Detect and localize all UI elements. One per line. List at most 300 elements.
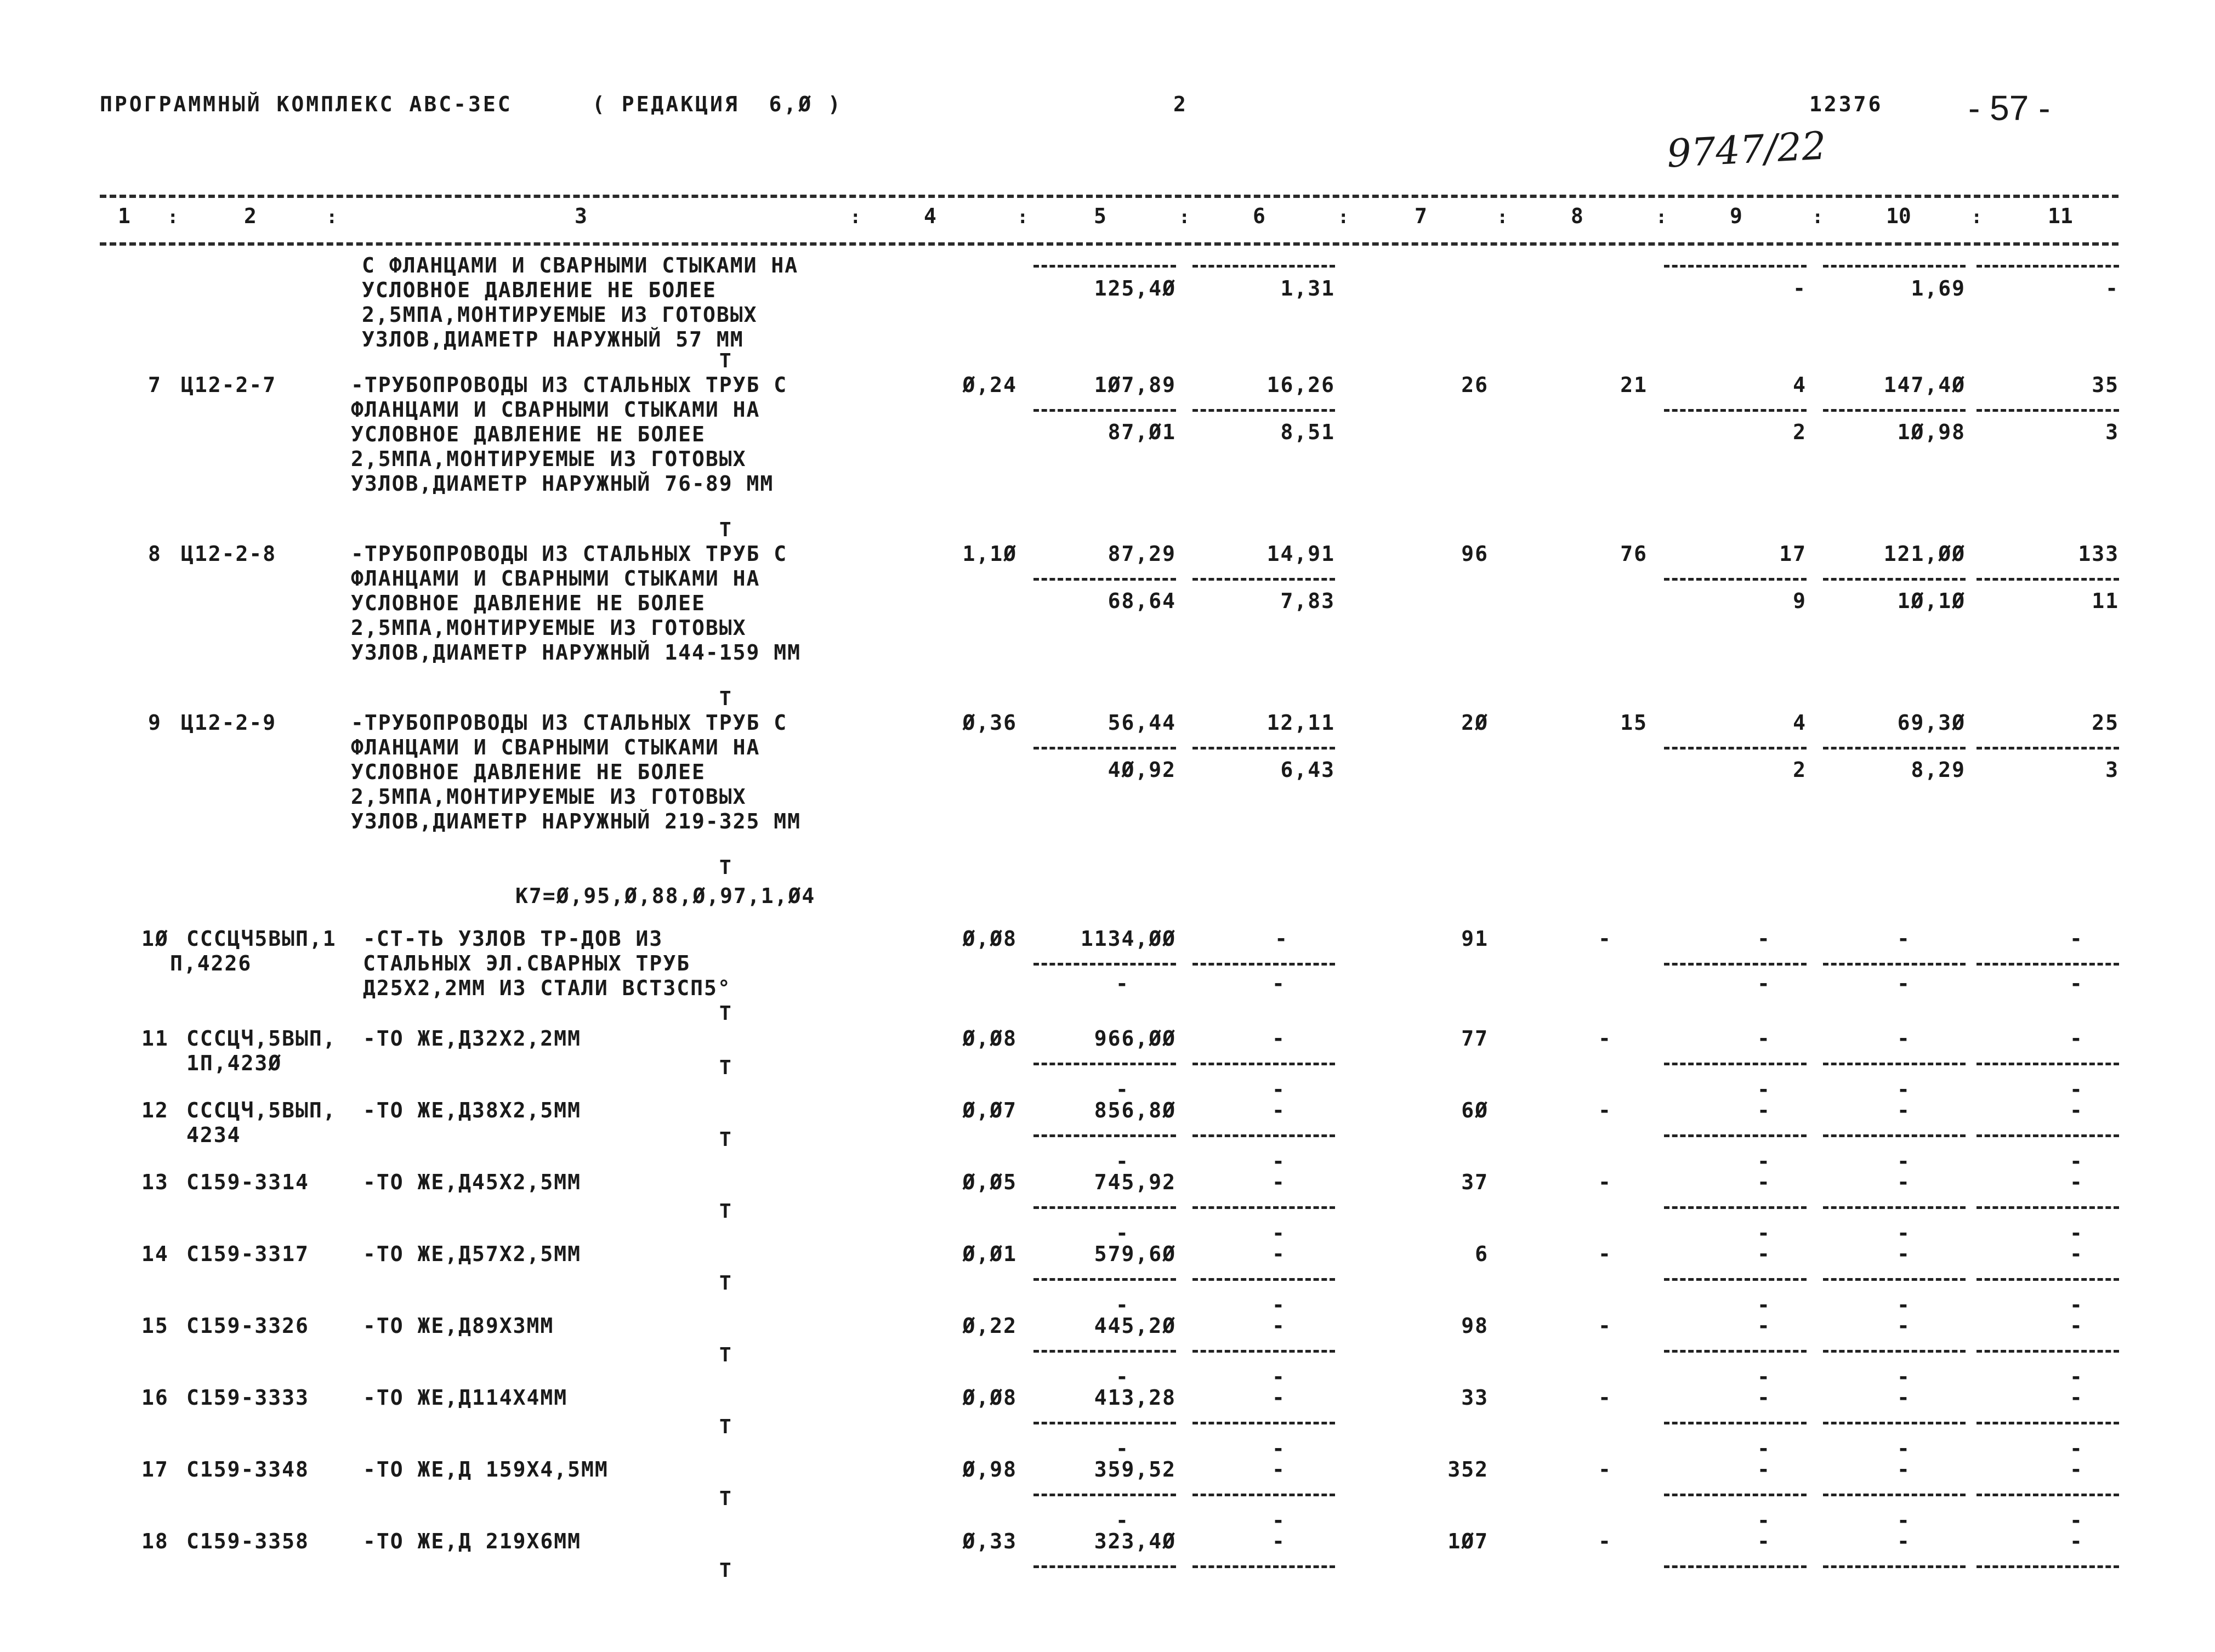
header-top-rule	[100, 195, 2119, 198]
upper-dash: -	[2070, 1293, 2083, 1317]
frac-line	[1823, 1494, 1966, 1496]
row-c8-dash: -	[1598, 1170, 1612, 1194]
unit-marker-t: Т	[719, 519, 731, 541]
row-c10-bottom: 1Ø,98	[1897, 420, 1966, 444]
unit-marker-t: Т	[719, 350, 731, 372]
row-c9-bottom: 2	[1793, 420, 1807, 444]
upper-dash: -	[1757, 1293, 1771, 1317]
row-number: 13	[141, 1170, 169, 1194]
upper-dash: -	[2070, 1221, 2083, 1245]
row-c10-dash: -	[1897, 1457, 1911, 1481]
row-c11-dash: -	[2070, 927, 2083, 951]
frac-line	[1977, 1206, 2119, 1209]
col-header-1: 1	[118, 204, 130, 228]
row-code-continued: 1П,423Ø	[186, 1051, 282, 1075]
row-c4: Ø,Ø8	[962, 927, 1017, 951]
row-code: Ц12-2-7	[181, 373, 277, 397]
frac-line	[1192, 1063, 1335, 1065]
row-c6-dash: -	[1272, 1529, 1286, 1553]
frac-line	[1192, 1565, 1335, 1568]
upper-dash: -	[1757, 1149, 1771, 1173]
row-c10-bottom: 1Ø,1Ø	[1897, 589, 1966, 613]
unit-marker-t: Т	[719, 1128, 731, 1151]
program-title: ПРОГРАММНЫЙ КОМПЛЕКС АВС-3ЕС	[100, 92, 513, 116]
row-c10-dash: -	[1897, 1314, 1911, 1338]
frac-line	[1033, 1278, 1176, 1281]
row-c4: Ø,Ø8	[962, 1386, 1017, 1410]
row-c8: 76	[1620, 542, 1648, 566]
frac-line	[1823, 747, 1966, 750]
row-c7: 37	[1461, 1170, 1489, 1194]
row-c10-top: 69,3Ø	[1897, 711, 1966, 735]
row-c11-dash: -	[2070, 1242, 2083, 1266]
frac-line	[1192, 1278, 1335, 1281]
upper-dash: -	[2070, 1077, 2083, 1102]
upper-dash: -	[1897, 1365, 1911, 1389]
row-c9-dash: -	[1757, 1098, 1771, 1122]
frac-line	[1033, 1422, 1176, 1424]
row-c4: 1,1Ø	[962, 542, 1017, 566]
frac-line	[1192, 963, 1335, 966]
upper-dash: -	[1757, 1437, 1771, 1461]
row-code: Ц12-2-9	[181, 711, 277, 735]
col-separator: :	[1656, 206, 1667, 228]
row-c5: 745,92	[1094, 1170, 1176, 1194]
col-header-8: 8	[1571, 204, 1583, 228]
upper-dash: -	[1116, 1149, 1129, 1173]
col-header-5: 5	[1094, 204, 1106, 228]
frac-line	[1664, 1350, 1807, 1353]
frac-line	[1664, 1494, 1807, 1496]
row-c7: 352	[1447, 1457, 1489, 1481]
row-c5: 359,52	[1094, 1457, 1176, 1481]
upper-dash: -	[1897, 1149, 1911, 1173]
upper-dash: -	[1757, 1221, 1771, 1245]
col-separator: :	[1971, 206, 1983, 228]
row-number: 12	[141, 1098, 169, 1122]
upper-dash: -	[1272, 1437, 1286, 1461]
row-code: С159-3314	[186, 1170, 309, 1194]
frac-line	[1033, 1063, 1176, 1065]
row-c5: 1134,ØØ	[1080, 927, 1176, 951]
upper-dash: -	[1897, 1221, 1911, 1245]
frac-line	[1192, 747, 1335, 750]
row-c8-dash: -	[1598, 1386, 1612, 1410]
row-c10-dash: -	[1897, 1529, 1911, 1553]
row-number: 16	[141, 1386, 169, 1410]
col-separator: :	[1017, 206, 1029, 228]
col-separator: :	[326, 206, 338, 228]
row-number: 15	[141, 1314, 169, 1338]
upper-dash: -	[2070, 1508, 2083, 1532]
frac-line	[1192, 1206, 1335, 1209]
row-c6-top: 16,26	[1266, 373, 1335, 397]
row-c11-dash: -	[2070, 1026, 2083, 1051]
row-c10-dash: -	[1897, 972, 1911, 996]
unit-marker-t: Т	[719, 1559, 731, 1582]
upper-dash: -	[1272, 1508, 1286, 1532]
document-code: 12376	[1809, 92, 1883, 116]
unit-marker-t: Т	[719, 1002, 731, 1025]
row-c8-dash: -	[1598, 1098, 1612, 1122]
row-c6-bottom: 6,43	[1280, 758, 1335, 782]
col-header-3: 3	[575, 204, 587, 228]
row-number: 17	[141, 1457, 169, 1481]
cont-c10: 1,69	[1911, 276, 1966, 300]
row-code: Ц12-2-8	[181, 542, 277, 566]
row-c9-dash: -	[1757, 1457, 1771, 1481]
row-c6-bottom: 8,51	[1280, 420, 1335, 444]
col-separator: :	[1812, 206, 1824, 228]
row-c7: 33	[1461, 1386, 1489, 1410]
unit-marker-t: Т	[719, 1272, 731, 1295]
upper-dash: -	[1897, 1437, 1911, 1461]
frac-line	[1664, 1565, 1807, 1568]
row-c7: 77	[1461, 1026, 1489, 1051]
frac-line	[1192, 1134, 1335, 1137]
row-c9-bottom: 2	[1793, 758, 1807, 782]
row-description: -ТО ЖЕ,Д32Х2,2ММ	[363, 1026, 582, 1051]
upper-dash: -	[1272, 1221, 1286, 1245]
row-code: СССЦЧ,5ВЫП,	[186, 1026, 337, 1051]
frac-line	[1664, 265, 1807, 268]
row-c11-dash: -	[2070, 1529, 2083, 1553]
upper-dash: -	[1116, 1221, 1129, 1245]
row-c9-dash: -	[1757, 927, 1771, 951]
row-description: -ТО ЖЕ,Д 219Х6ММ	[363, 1529, 582, 1553]
unit-marker-t: Т	[719, 1416, 731, 1438]
upper-dash: -	[1116, 1508, 1129, 1532]
frac-line	[1823, 1134, 1966, 1137]
edition-label: ( РЕДАКЦИЯ 6,Ø )	[592, 92, 843, 116]
row-c10-top: 147,4Ø	[1883, 373, 1966, 397]
row-c7: 26	[1461, 373, 1489, 397]
row-c6-dash: -	[1272, 972, 1286, 996]
frac-line	[1664, 409, 1807, 412]
row-c7: 91	[1461, 927, 1489, 951]
sheet-number: 2	[1173, 92, 1188, 116]
cont-c11: -	[2105, 276, 2119, 300]
upper-dash: -	[1116, 1293, 1129, 1317]
col-header-7: 7	[1415, 204, 1427, 228]
frac-line	[1192, 1350, 1335, 1353]
row-c10-dash: -	[1897, 1170, 1911, 1194]
row-c9-dash: -	[1757, 1170, 1771, 1194]
row-c10-dash: -	[1897, 927, 1911, 951]
row-c5: 856,8Ø	[1094, 1098, 1176, 1122]
row-c5: 579,6Ø	[1094, 1242, 1176, 1266]
upper-dash: -	[2070, 1437, 2083, 1461]
row-c5: 413,28	[1094, 1386, 1176, 1410]
frac-line	[1664, 963, 1807, 966]
frac-line	[1823, 1206, 1966, 1209]
unit-marker-t: Т	[719, 856, 731, 879]
frac-line	[1033, 1134, 1176, 1137]
unit-marker-t: Т	[719, 1200, 731, 1223]
row-c5-top: 87,29	[1108, 542, 1176, 566]
row-description: -ТРУБОПРОВОДЫ ИЗ СТАЛЬНЫХ ТРУБ С ФЛАНЦАМИ И СВАРНЫМИ СТЫКАМИ НА УСЛОВНОЕ ДАВЛЕНИЕ НЕ БОЛЕЕ 2,5МПА,МОНТИРУЕМЫЕ ИЗ ГОТОВЫХ УЗЛОВ,ДИАМЕТР НАРУЖНЫЙ 219-325 ММ	[351, 711, 801, 833]
row-c5-bottom: 87,Ø1	[1108, 420, 1176, 444]
frac-line	[1977, 409, 2119, 412]
upper-dash: -	[1116, 1437, 1129, 1461]
row-c6-top: 12,11	[1266, 711, 1335, 735]
row-description: -ТО ЖЕ,Д57Х2,5ММ	[363, 1242, 582, 1266]
row-number: 11	[141, 1026, 169, 1051]
frac-line	[1033, 578, 1176, 581]
col-header-2: 2	[244, 204, 257, 228]
row-c11-bottom: 3	[2105, 420, 2119, 444]
frac-line	[1977, 578, 2119, 581]
row-c11-dash: -	[2070, 972, 2083, 996]
frac-line	[1977, 265, 2119, 268]
row-c9-dash: -	[1757, 1386, 1771, 1410]
row-c5-bottom: 4Ø,92	[1108, 758, 1176, 782]
row-c10-dash: -	[1897, 1026, 1911, 1051]
col-header-11: 11	[2048, 204, 2073, 228]
row-number: 7	[148, 373, 162, 397]
upper-dash: -	[1757, 1365, 1771, 1389]
row-c6-top: 14,91	[1266, 542, 1335, 566]
frac-line	[1033, 963, 1176, 966]
row-c7: 96	[1461, 542, 1489, 566]
row-description: -ТО ЖЕ,Д45Х2,5ММ	[363, 1170, 582, 1194]
row-c6-dash: -	[1272, 1026, 1286, 1051]
row-c7: 6	[1475, 1242, 1489, 1266]
row-c9-dash: -	[1757, 1314, 1771, 1338]
frac-line	[1823, 963, 1966, 966]
row-c9-top: 17	[1779, 542, 1807, 566]
col-header-9: 9	[1730, 204, 1742, 228]
row-c11-top: 133	[2078, 542, 2119, 566]
upper-dash: -	[1897, 1077, 1911, 1102]
row-c8-dash: -	[1598, 1529, 1612, 1553]
frac-line	[1977, 1565, 2119, 1568]
frac-line	[1033, 1494, 1176, 1496]
row-c4: Ø,Ø1	[962, 1242, 1017, 1266]
col-separator: :	[1179, 206, 1190, 228]
upper-dash: -	[1897, 1293, 1911, 1317]
row-code: С159-3358	[186, 1529, 309, 1553]
upper-dash: -	[1272, 1077, 1286, 1102]
frac-line	[1192, 578, 1335, 581]
row-c5: 966,ØØ	[1094, 1026, 1176, 1051]
header-bottom-rule	[100, 242, 2119, 246]
upper-dash: -	[1272, 1149, 1286, 1173]
row-description: -ТО ЖЕ,Д 159Х4,5ММ	[363, 1457, 609, 1481]
frac-line	[1823, 1565, 1966, 1568]
row-c10-dash: -	[1897, 1098, 1911, 1122]
row-c11-dash: -	[2070, 1170, 2083, 1194]
frac-line	[1192, 1422, 1335, 1424]
row-c4: Ø,Ø7	[962, 1098, 1017, 1122]
upper-dash: -	[1757, 1508, 1771, 1532]
row-code: СССЦЧ,5ВЫП,	[186, 1098, 337, 1122]
row-c4: Ø,22	[962, 1314, 1017, 1338]
row-c6-dash: -	[1272, 1314, 1286, 1338]
upper-dash: -	[1116, 1077, 1129, 1102]
row-c6-dash: -	[1272, 1170, 1286, 1194]
frac-line	[1664, 747, 1807, 750]
frac-line	[1033, 1350, 1176, 1353]
row-c10-dash: -	[1897, 1242, 1911, 1266]
row-c4: Ø,36	[962, 711, 1017, 735]
row-c9-dash: -	[1757, 972, 1771, 996]
frac-line	[1977, 1134, 2119, 1137]
row-c5-top: 1Ø7,89	[1094, 373, 1176, 397]
upper-dash: -	[1116, 1365, 1129, 1389]
frac-line	[1823, 1278, 1966, 1281]
cont-c9: -	[1793, 276, 1807, 300]
row-description: -ТО ЖЕ,Д38Х2,5ММ	[363, 1098, 582, 1122]
row-c9-dash: -	[1757, 1529, 1771, 1553]
row-c9-top: 4	[1793, 711, 1807, 735]
row-c7: 98	[1461, 1314, 1489, 1338]
frac-line	[1192, 265, 1335, 268]
cont-c6: 1,31	[1280, 276, 1335, 300]
row-c11-dash: -	[2070, 1386, 2083, 1410]
row-code: С159-3317	[186, 1242, 309, 1266]
row-c11-dash: -	[2070, 1457, 2083, 1481]
col-separator: :	[1497, 206, 1508, 228]
row-c8-dash: -	[1598, 1242, 1612, 1266]
row-c4: Ø,24	[962, 373, 1017, 397]
col-separator: :	[167, 206, 179, 228]
row-code: С159-3348	[186, 1457, 309, 1481]
row-c5-top: 56,44	[1108, 711, 1176, 735]
row-c6-dash: -	[1272, 1457, 1286, 1481]
frac-line	[1664, 1278, 1807, 1281]
row-c10-dash: -	[1897, 1386, 1911, 1410]
frac-line	[1664, 578, 1807, 581]
row-description: -ТРУБОПРОВОДЫ ИЗ СТАЛЬНЫХ ТРУБ С ФЛАНЦАМИ И СВАРНЫМИ СТЫКАМИ НА УСЛОВНОЕ ДАВЛЕНИЕ НЕ БОЛЕЕ 2,5МПА,МОНТИРУЕМЫЕ ИЗ ГОТОВЫХ УЗЛОВ,ДИАМЕТР НАРУЖНЫЙ 76-89 ММ	[351, 373, 788, 496]
frac-line	[1192, 1494, 1335, 1496]
row-c5-bottom: 68,64	[1108, 589, 1176, 613]
upper-dash: -	[1757, 1077, 1771, 1102]
row-c4: Ø,Ø8	[962, 1026, 1017, 1051]
row-c7: 2Ø	[1461, 711, 1489, 735]
row-code-continued: 4234	[186, 1123, 241, 1147]
row-c9-bottom: 9	[1793, 589, 1807, 613]
row-number: 9	[148, 711, 162, 735]
row-c7: 6Ø	[1461, 1098, 1489, 1122]
row-code: С159-3326	[186, 1314, 309, 1338]
upper-dash: -	[1272, 1293, 1286, 1317]
col-header-4: 4	[924, 204, 936, 228]
row-description: -ТО ЖЕ,Д114Х4ММ	[363, 1386, 568, 1410]
unit-marker-t: Т	[719, 688, 731, 710]
frac-line	[1977, 1422, 2119, 1424]
row-c5: 323,4Ø	[1094, 1529, 1176, 1553]
row-c9-top: 4	[1793, 373, 1807, 397]
col-separator: :	[850, 206, 861, 228]
row-c11-top: 25	[2092, 711, 2119, 735]
row-description: -ТО ЖЕ,Д89Х3ММ	[363, 1314, 554, 1338]
row-c6-dash: -	[1272, 1242, 1286, 1266]
upper-dash: -	[2070, 1365, 2083, 1389]
page-number: - 57 -	[1968, 88, 2051, 128]
frac-line	[1664, 1063, 1807, 1065]
frac-line	[1664, 1422, 1807, 1424]
frac-line	[1033, 1206, 1176, 1209]
row-code: СССЦЧ5ВЫП,1	[186, 927, 337, 951]
row-number: 8	[148, 542, 162, 566]
upper-dash: -	[1897, 1508, 1911, 1532]
row-number: 1Ø	[141, 927, 169, 951]
frac-line	[1823, 578, 1966, 581]
row-description: -СТ-ТЬ УЗЛОВ ТР-ДОВ ИЗ СТАЛЬНЫХ ЭЛ.СВАРНЫХ ТРУБ Д25Х2,2ММ ИЗ СТАЛИ ВСТ3СП5°	[363, 927, 731, 1000]
frac-line	[1823, 409, 1966, 412]
row-c11-bottom: 3	[2105, 758, 2119, 782]
row-c10-top: 121,ØØ	[1883, 542, 1966, 566]
upper-dash: -	[1272, 1365, 1286, 1389]
row-code: С159-3333	[186, 1386, 309, 1410]
row-c6-dash: -	[1272, 1098, 1286, 1122]
handwritten-note: 9747/22	[1666, 123, 1827, 177]
row-c11-dash: -	[2070, 1314, 2083, 1338]
cont-c5: 125,4Ø	[1094, 276, 1176, 300]
frac-line	[1823, 1350, 1966, 1353]
row-c9-dash: -	[1757, 1242, 1771, 1266]
row-c5: 445,2Ø	[1094, 1314, 1176, 1338]
row-c8: 15	[1620, 711, 1648, 735]
row-c11-top: 35	[2092, 373, 2119, 397]
col-header-6: 6	[1253, 204, 1265, 228]
unit-marker-t: Т	[719, 1057, 731, 1079]
row-c7: 1Ø7	[1447, 1529, 1489, 1553]
frac-line	[1033, 747, 1176, 750]
unit-marker-t: Т	[719, 1344, 731, 1366]
frac-line	[1977, 963, 2119, 966]
row-c10-bottom: 8,29	[1911, 758, 1966, 782]
row-description: -ТРУБОПРОВОДЫ ИЗ СТАЛЬНЫХ ТРУБ С ФЛАНЦАМИ И СВАРНЫМИ СТЫКАМИ НА УСЛОВНОЕ ДАВЛЕНИЕ НЕ БОЛЕЕ 2,5МПА,МОНТИРУЕМЫЕ ИЗ ГОТОВЫХ УЗЛОВ,ДИАМЕТР НАРУЖНЫЙ 144-159 ММ	[351, 542, 801, 665]
frac-line	[1823, 265, 1966, 268]
row-c6-bottom: 7,83	[1280, 589, 1335, 613]
row-c4: Ø,Ø5	[962, 1170, 1017, 1194]
frac-line	[1977, 1350, 2119, 1353]
row-c8-dash: -	[1598, 1314, 1612, 1338]
frac-line	[1977, 747, 2119, 750]
row-c5-dash: -	[1116, 972, 1129, 996]
row-c8-dash: -	[1598, 927, 1612, 951]
frac-line	[1033, 1565, 1176, 1568]
row-c6-dash: -	[1275, 927, 1288, 951]
unit-marker-t: Т	[719, 1488, 731, 1510]
frac-line	[1033, 265, 1176, 268]
row-number: 18	[141, 1529, 169, 1553]
frac-line	[1664, 1206, 1807, 1209]
frac-line	[1033, 409, 1176, 412]
row-number: 14	[141, 1242, 169, 1266]
row-c9-dash: -	[1757, 1026, 1771, 1051]
row-code-continued: П,4226	[170, 951, 252, 975]
row-c4: Ø,33	[962, 1529, 1017, 1553]
row-c6-dash: -	[1272, 1386, 1286, 1410]
row-c11-dash: -	[2070, 1098, 2083, 1122]
row-c4: Ø,98	[962, 1457, 1017, 1481]
coefficient-line: К7=Ø,95,Ø,88,Ø,97,1,Ø4	[515, 884, 816, 908]
col-header-10: 10	[1886, 204, 1911, 228]
col-separator: :	[1338, 206, 1349, 228]
row-c8-dash: -	[1598, 1026, 1612, 1051]
frac-line	[1823, 1063, 1966, 1065]
cont-description: С ФЛАНЦАМИ И СВАРНЫМИ СТЫКАМИ НА УСЛОВНОЕ ДАВЛЕНИЕ НЕ БОЛЕЕ 2,5МПА,МОНТИРУЕМЫЕ ИЗ ГОТОВЫХ УЗЛОВ,ДИАМЕТР НАРУЖНЫЙ 57 ММ	[362, 253, 799, 351]
frac-line	[1977, 1063, 2119, 1065]
frac-line	[1977, 1494, 2119, 1496]
upper-dash: -	[2070, 1149, 2083, 1173]
frac-line	[1664, 1134, 1807, 1137]
row-c11-bottom: 11	[2092, 589, 2119, 613]
frac-line	[1823, 1422, 1966, 1424]
